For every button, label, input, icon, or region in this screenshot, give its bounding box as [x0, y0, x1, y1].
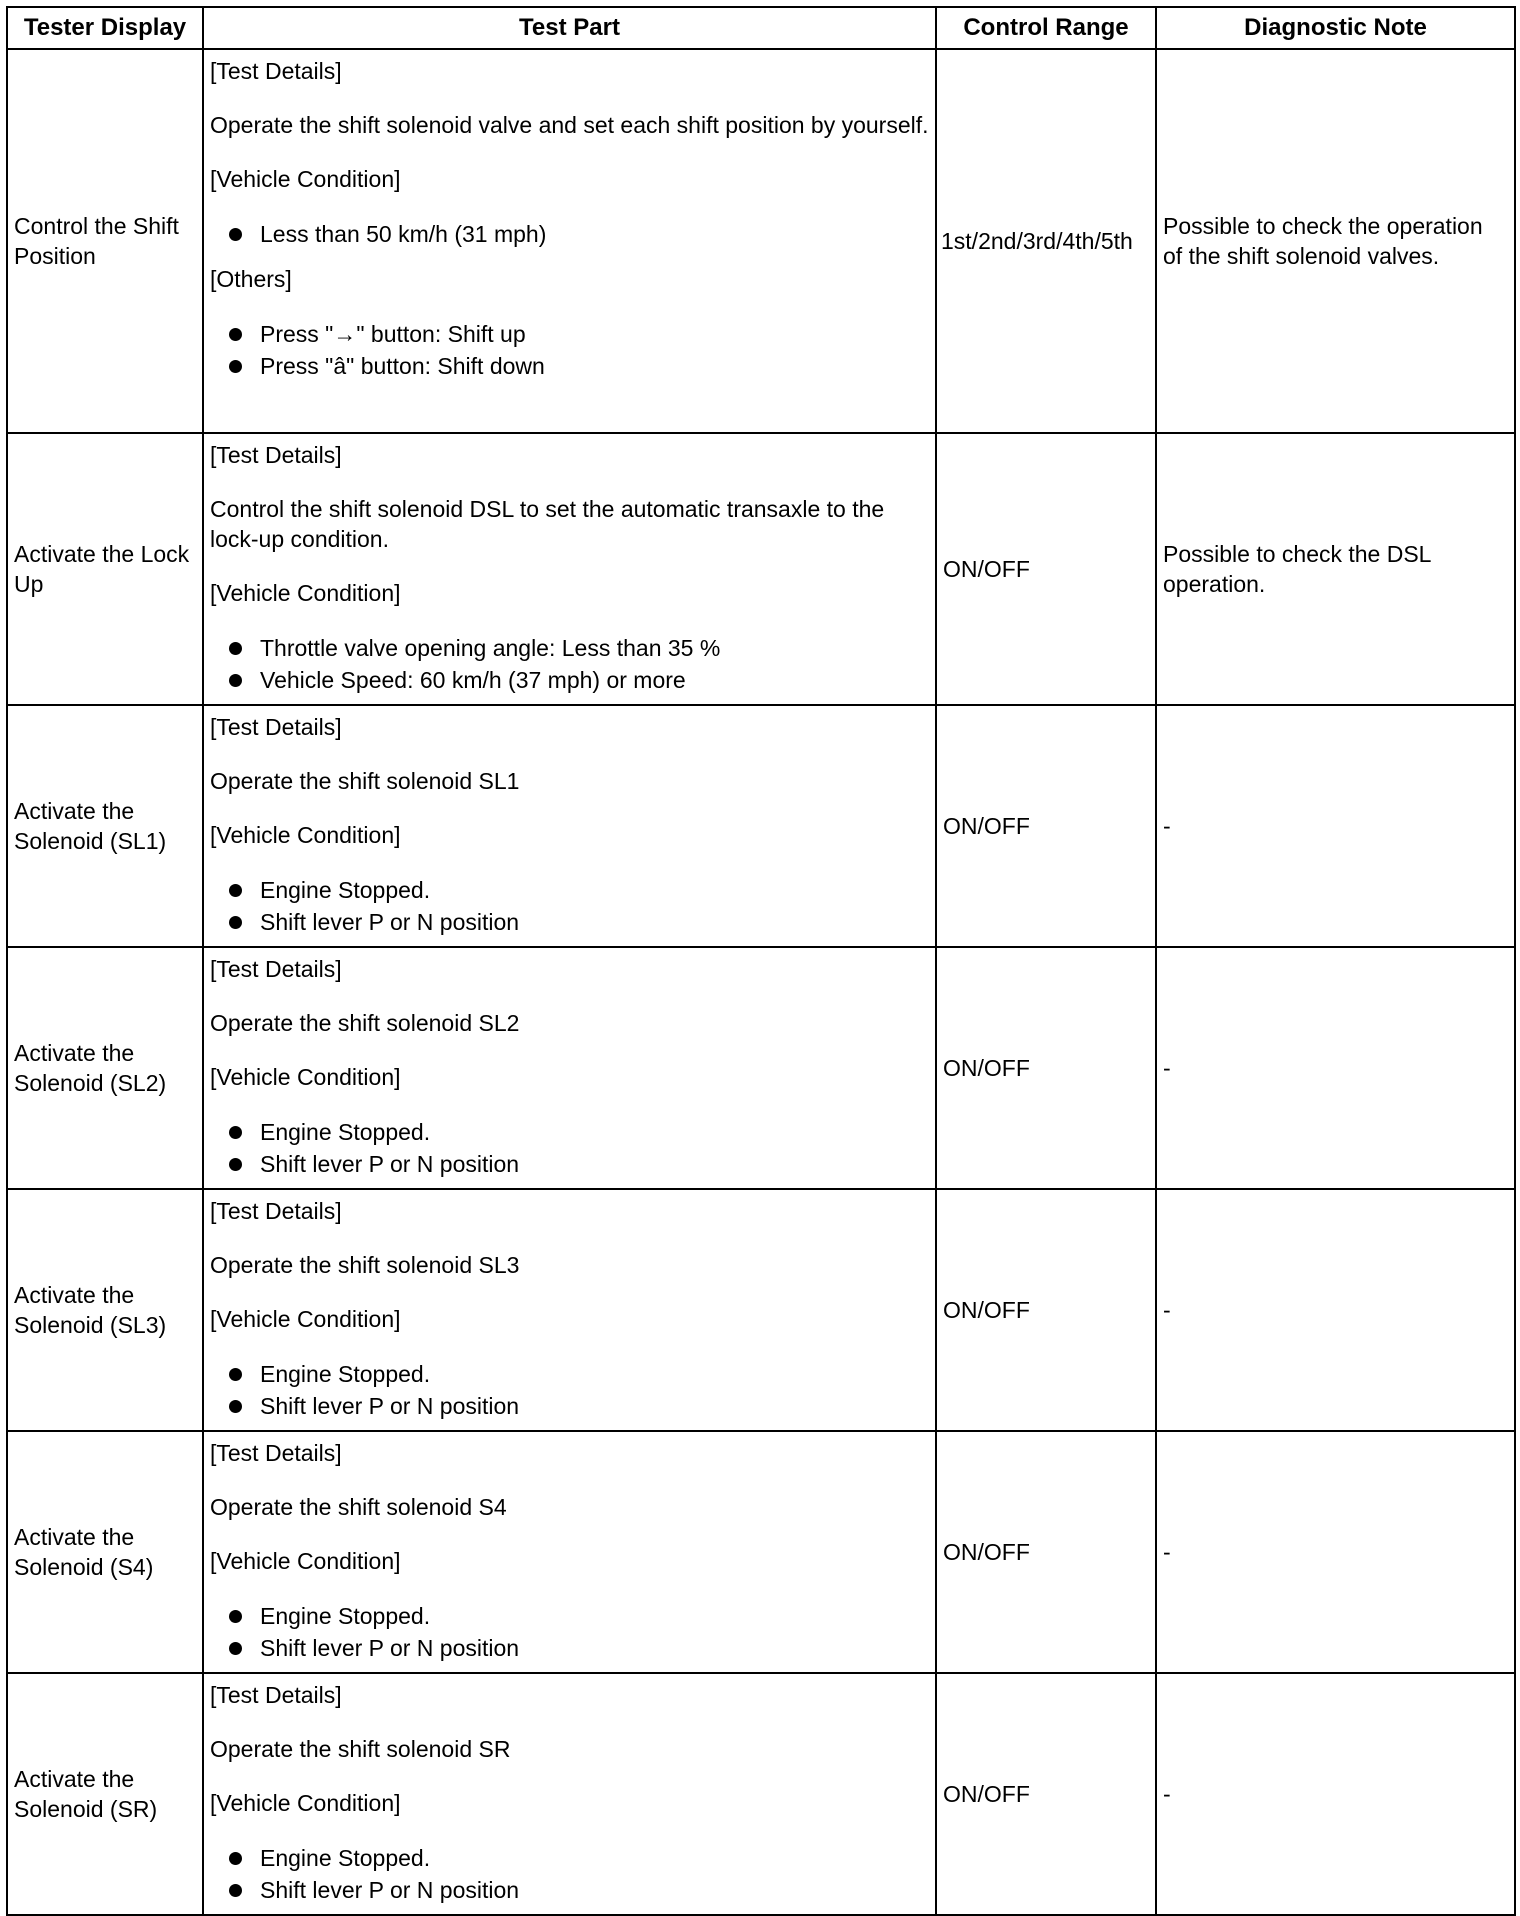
table-row	[7, 1189, 1515, 1431]
list-item: Engine Stopped.	[210, 1358, 929, 1390]
column-header-diagnostic-note: Diagnostic Note	[1156, 7, 1515, 49]
test-part-paragraph: Operate the shift solenoid SR	[210, 1736, 511, 1762]
table-header-row	[7, 7, 1515, 49]
table-row	[7, 1431, 1515, 1673]
diagnostic-note-cell: -	[1156, 705, 1515, 947]
tester-display-cell: Activate the Solenoid (SL1)	[7, 705, 203, 947]
list-item: Press "â" button: Shift down	[210, 350, 929, 382]
list-item: Shift lever P or N position	[210, 1874, 929, 1906]
table-row	[7, 947, 1515, 1189]
tester-display-cell: Activate the Solenoid (SL3)	[7, 1189, 203, 1431]
test-part-paragraph: [Test Details]	[210, 58, 342, 84]
condition-list	[210, 1842, 929, 1906]
condition-list	[210, 1116, 929, 1180]
tester-display-cell: Activate the Solenoid (S4)	[7, 1431, 203, 1673]
table-row	[7, 49, 1515, 433]
list-item: Engine Stopped.	[210, 874, 929, 906]
table-row	[7, 1673, 1515, 1915]
control-range-cell: ON/OFF	[936, 1673, 1156, 1915]
control-range-cell: ON/OFF	[936, 947, 1156, 1189]
table-row	[7, 433, 1515, 705]
diagnostic-note-cell: -	[1156, 1431, 1515, 1673]
diagnostic-note-cell: Possible to check the DSL operation.	[1156, 433, 1515, 705]
test-part-paragraph: Operate the shift solenoid SL1	[210, 768, 520, 794]
list-item: Shift lever P or N position	[210, 1632, 929, 1664]
test-part-paragraph: Control the shift solenoid DSL to set the automatic transaxle to the lock-up condition.	[210, 496, 885, 552]
list-item: Press "→" button: Shift up	[210, 318, 929, 350]
condition-list	[210, 1358, 929, 1422]
control-range-cell: ON/OFF	[936, 1189, 1156, 1431]
control-range-cell: ON/OFF	[936, 1431, 1156, 1673]
test-part-paragraph: [Vehicle Condition]	[210, 1548, 401, 1574]
list-item: Engine Stopped.	[210, 1116, 929, 1148]
test-part-cell	[203, 1431, 936, 1673]
test-part-cell	[203, 1673, 936, 1915]
diagnostic-note-cell: -	[1156, 947, 1515, 1189]
test-part-paragraph: [Vehicle Condition]	[210, 166, 401, 192]
tester-display-cell: Activate the Solenoid (SL2)	[7, 947, 203, 1189]
control-range-cell: ON/OFF	[936, 433, 1156, 705]
control-range-cell: ON/OFF	[936, 705, 1156, 947]
test-part-paragraph: [Vehicle Condition]	[210, 1064, 401, 1090]
list-item: Shift lever P or N position	[210, 906, 929, 938]
condition-list	[210, 218, 929, 250]
test-part-paragraph: [Vehicle Condition]	[210, 580, 401, 606]
list-item: Vehicle Speed: 60 km/h (37 mph) or more	[210, 664, 929, 696]
test-part-paragraph: Operate the shift solenoid SL2	[210, 1010, 520, 1036]
table-row	[7, 705, 1515, 947]
tester-display-cell: Activate the Solenoid (SR)	[7, 1673, 203, 1915]
condition-list	[210, 318, 929, 382]
test-part-paragraph: [Test Details]	[210, 442, 342, 468]
list-item: Shift lever P or N position	[210, 1148, 929, 1180]
test-part-cell	[203, 49, 936, 433]
test-part-cell	[203, 433, 936, 705]
list-item: Engine Stopped.	[210, 1600, 929, 1632]
test-part-paragraph: [Others]	[210, 266, 292, 292]
column-header-test-part: Test Part	[203, 7, 936, 49]
test-part-paragraph: [Test Details]	[210, 956, 342, 982]
diagnostic-note-cell: -	[1156, 1189, 1515, 1431]
list-item: Shift lever P or N position	[210, 1390, 929, 1422]
column-header-tester-display: Tester Display	[7, 7, 203, 49]
test-part-paragraph: Operate the shift solenoid valve and set each shift position by yourself.	[210, 112, 929, 138]
list-item: Less than 50 km/h (31 mph)	[210, 218, 929, 250]
test-part-paragraph: Operate the shift solenoid SL3	[210, 1252, 520, 1278]
test-part-paragraph: Operate the shift solenoid S4	[210, 1494, 507, 1520]
condition-list	[210, 874, 929, 938]
test-part-paragraph: [Test Details]	[210, 1682, 342, 1708]
condition-list	[210, 1600, 929, 1664]
test-part-paragraph: [Vehicle Condition]	[210, 1790, 401, 1816]
table-body	[7, 49, 1515, 1915]
test-part-cell	[203, 947, 936, 1189]
condition-list	[210, 632, 929, 696]
active-test-table	[6, 6, 1516, 1916]
test-part-cell	[203, 1189, 936, 1431]
list-item: Throttle valve opening angle: Less than 35 %	[210, 632, 929, 664]
test-part-paragraph: [Test Details]	[210, 714, 342, 740]
tester-display-cell: Control the Shift Position	[7, 49, 203, 433]
list-item: Engine Stopped.	[210, 1842, 929, 1874]
test-part-cell	[203, 705, 936, 947]
tester-display-cell: Activate the Lock Up	[7, 433, 203, 705]
diagnostic-note-cell: Possible to check the operation of the shift solenoid valves.	[1156, 49, 1515, 433]
test-part-paragraph: [Test Details]	[210, 1440, 342, 1466]
test-part-paragraph: [Test Details]	[210, 1198, 342, 1224]
test-part-paragraph: [Vehicle Condition]	[210, 822, 401, 848]
control-range-cell: 1st/2nd/3rd/4th/5th	[936, 49, 1156, 433]
column-header-control-range: Control Range	[936, 7, 1156, 49]
diagnostic-note-cell: -	[1156, 1673, 1515, 1915]
test-part-paragraph: [Vehicle Condition]	[210, 1306, 401, 1332]
